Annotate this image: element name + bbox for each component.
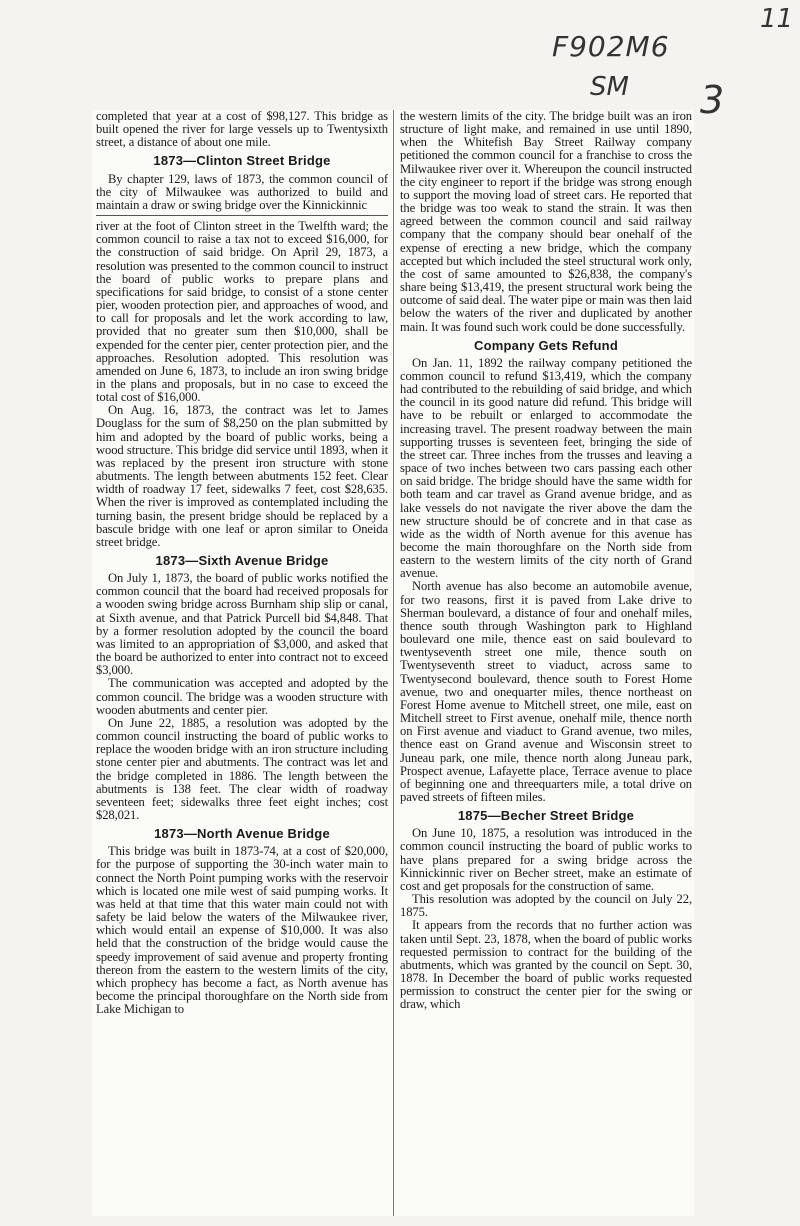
paragraph: river at the foot of Clinton street in the Twelfth ward; the common council to raise a tax not to exceed $16,000, for the construction of said bridge. On April 29, 1873, a resolution was presented to the common council to instruct the board of public works to prepare plans and specifications for said bridge, to consist of a stone center pier, wooden protection pier, and approaches of wood, and to call for proposals and let the work according to law, provided that no greater sum then $10,000, shall be expended for the center pier, center protection pier, and the approaches. Resolution adopted. This resolution was amended on June 6, 1873, to include an iron swing bridge in the plans and proposals, but in no case to exceed the total cost of $16,000. (96, 219, 388, 405)
paragraph: This resolution was adopted by the council on July 22, 1875. (400, 892, 692, 920)
handwritten-catalog-sub: SM (590, 72, 629, 102)
paragraph: The communication was accepted and adopted by the common council. The bridge was a wooden structure with wooden abutments and center pier. (96, 676, 388, 717)
continuation-paragraph: completed that year at a cost of $98,127. This bridge as built opened the river for large vessels up to Twentysixth street, a distance of about one mile. (96, 110, 388, 150)
paragraph: On July 1, 1873, the board of public works notified the common council that the board had received proposals for a wooden swing bridge across Burnham ship slip or canal, at Sixth avenue, and that Patrick Purcell bid $4,848. That by a former resolution adopted by the council the board was limited to an appropriation of $3,000, and asked that the board be authorized to enter into contract not to exceed $3,000. (96, 571, 388, 678)
handwritten-corner-mark: 11 (760, 4, 794, 34)
column-divider (393, 110, 394, 1216)
right-column (400, 110, 692, 1216)
paragraph: North avenue has also become an automobile avenue, for two reasons, first it is paved from Lake drive to Sherman boulevard, a distance of four and onehalf miles, thence south through Washington park to Highland boulevard one mile, thence east on said boulevard to twentyseventh street one mile, thence south on Twentyseventh street to viaduct, across same to Twentysecond boulevard, thence south to Forest Home avenue, two and onequarter miles, thence northeast on Forest Home avenue to Mitchell street, one mile, east on Mitchell street to First avenue, onehalf mile, thence north on First avenue and viaduct to Grand avenue, two miles, thence east on Grand avenue and Wisconsin street to Juneau park, one mile, thence north along Juneau park, Prospect avenue, Lafayette place, Terrace avenue to place of beginning one and threequarters mile, a total drive on paved streets of fifteen miles. (400, 579, 692, 804)
paragraph: By chapter 129, laws of 1873, the common council of the city of Milwaukee was authorized to build and maintain a draw or swing bridge over the Kinnickinnic (96, 171, 388, 212)
paragraph: On Jan. 11, 1892 the railway company petitioned the common council to refund $13,419, which the company had contributed to the rebuilding of said bridge, and which the council in its good nature did refund. This bridge will have to be rebuilt or enlarged to accommodate the increasing travel. The present roadway between the main supporting trusses is seventeen feet, bringing the side of the street car. Three inches from the trusses and leaving a space of two inches between two cars passing each other on said bridge. The bridge should have the same width for both team and car travel as Grand avenue bridge, and as lake vessels do not navigate the river above the dam the new structure should be of concrete and in that case as wide as the width of North avenue for this avenue has become the main thoroughfare on the North side from eastern to the western limits of the city north of Grand avenue. (400, 355, 692, 581)
paragraph: On June 10, 1875, a resolution was introduced in the common council instructing the board of public works to have plans prepared for a swing bridge across the Kinnickinnic river on Becher street, make an estimate of cost and get proposals for the construction of same. (400, 826, 692, 893)
handwritten-catalog-id: F902M6 (552, 30, 670, 63)
heading-sixth-avenue-bridge: 1873—Sixth Avenue Bridge (155, 553, 329, 568)
paragraph: It appears from the records that no further action was taken until Sept. 23, 1878, when the board of public works requested permission to contract for the building of the abutments, which was granted by the council on Sept. 30, 1878. In December the board of public works requested permission to construct the center pier for the swing or draw, which (400, 918, 692, 1012)
continuation-paragraph: the western limits of the city. The bridge built was an iron structure of light make, and remained in use until 1890, when the Whitefish Bay Street Railway company petitioned the common council for a franchise to cross the Milwaukee river over it. Whereupon the council instructed the city engineer to report if the bridge was strong enough to support the moving load of street cars. He reported that the bridge was too weak to stand the strain. It was then agreed between the common council and said railway company that the company should bear onehalf of the expense of erecting a new bridge, which the company accepted but which included the steel structural work only, the cost of same amounted to $26,838, the company's share being $13,419, the present structural work being the outcome of said deal. The water pipe or main was then laid below the waters of the river and duplicated by another main. It was found such work could be done successfully. (400, 110, 692, 334)
heading-clinton-street-bridge: 1873—Clinton Street Bridge (153, 153, 331, 169)
paragraph: On June 22, 1885, a resolution was adopted by the common council instructing the board of public works to replace the wooden bridge with an iron structure including stone center pier and abutments. The contract was let and the bridge completed in 1886. The length between the abutments is 138 feet. The clear width of roadway seventeen feet; sidewalks three feet eight inches; cost $28,021. (96, 715, 388, 822)
heading-company-gets-refund: Company Gets Refund (474, 337, 618, 353)
left-column (96, 110, 388, 1216)
newspaper-clipping (92, 110, 694, 1216)
paragraph: This bridge was built in 1873-74, at a cost of $20,000, for the purpose of supporting the 30-inch water main to connect the North Point pumping works with the reservoir which is located one mile west of said pumping works. It was held at that time that this water main could not with safety be laid below the waters of the Milwaukee river, which would entail an expense of $10,000. It was also held that the construction of the bridge would cause the speedy improvement of said avenue and property fronting thereon from the eastern to the western limits of the city, which prophecy has become a fact, as North avenue has become the principal thoroughfare on the North side from Lake Michigan to (96, 844, 388, 1017)
paragraph: On Aug. 16, 1873, the contract was let to James Douglass for the sum of $8,250 on the plan submitted by him and adopted by the board of public works, being a wood structure. This bridge did service until 1893, when it was replaced by the present iron structure with stone abutments. The length between abutments 152 feet. Clear width of roadway 17 feet, sidewalks 7 feet, cost $28,635. When the river is improved as contemplated including the turning basin, the present bridge should be replaced by a bascule bridge with one leaf or apron similar to Oneida street bridge. (96, 403, 388, 549)
handwritten-page-number: 3 (700, 78, 725, 122)
heading-north-avenue-bridge: 1873—North Avenue Bridge (154, 826, 330, 842)
heading-becher-street-bridge: 1875—Becher Street Bridge (457, 808, 635, 824)
column-rule (96, 215, 388, 216)
